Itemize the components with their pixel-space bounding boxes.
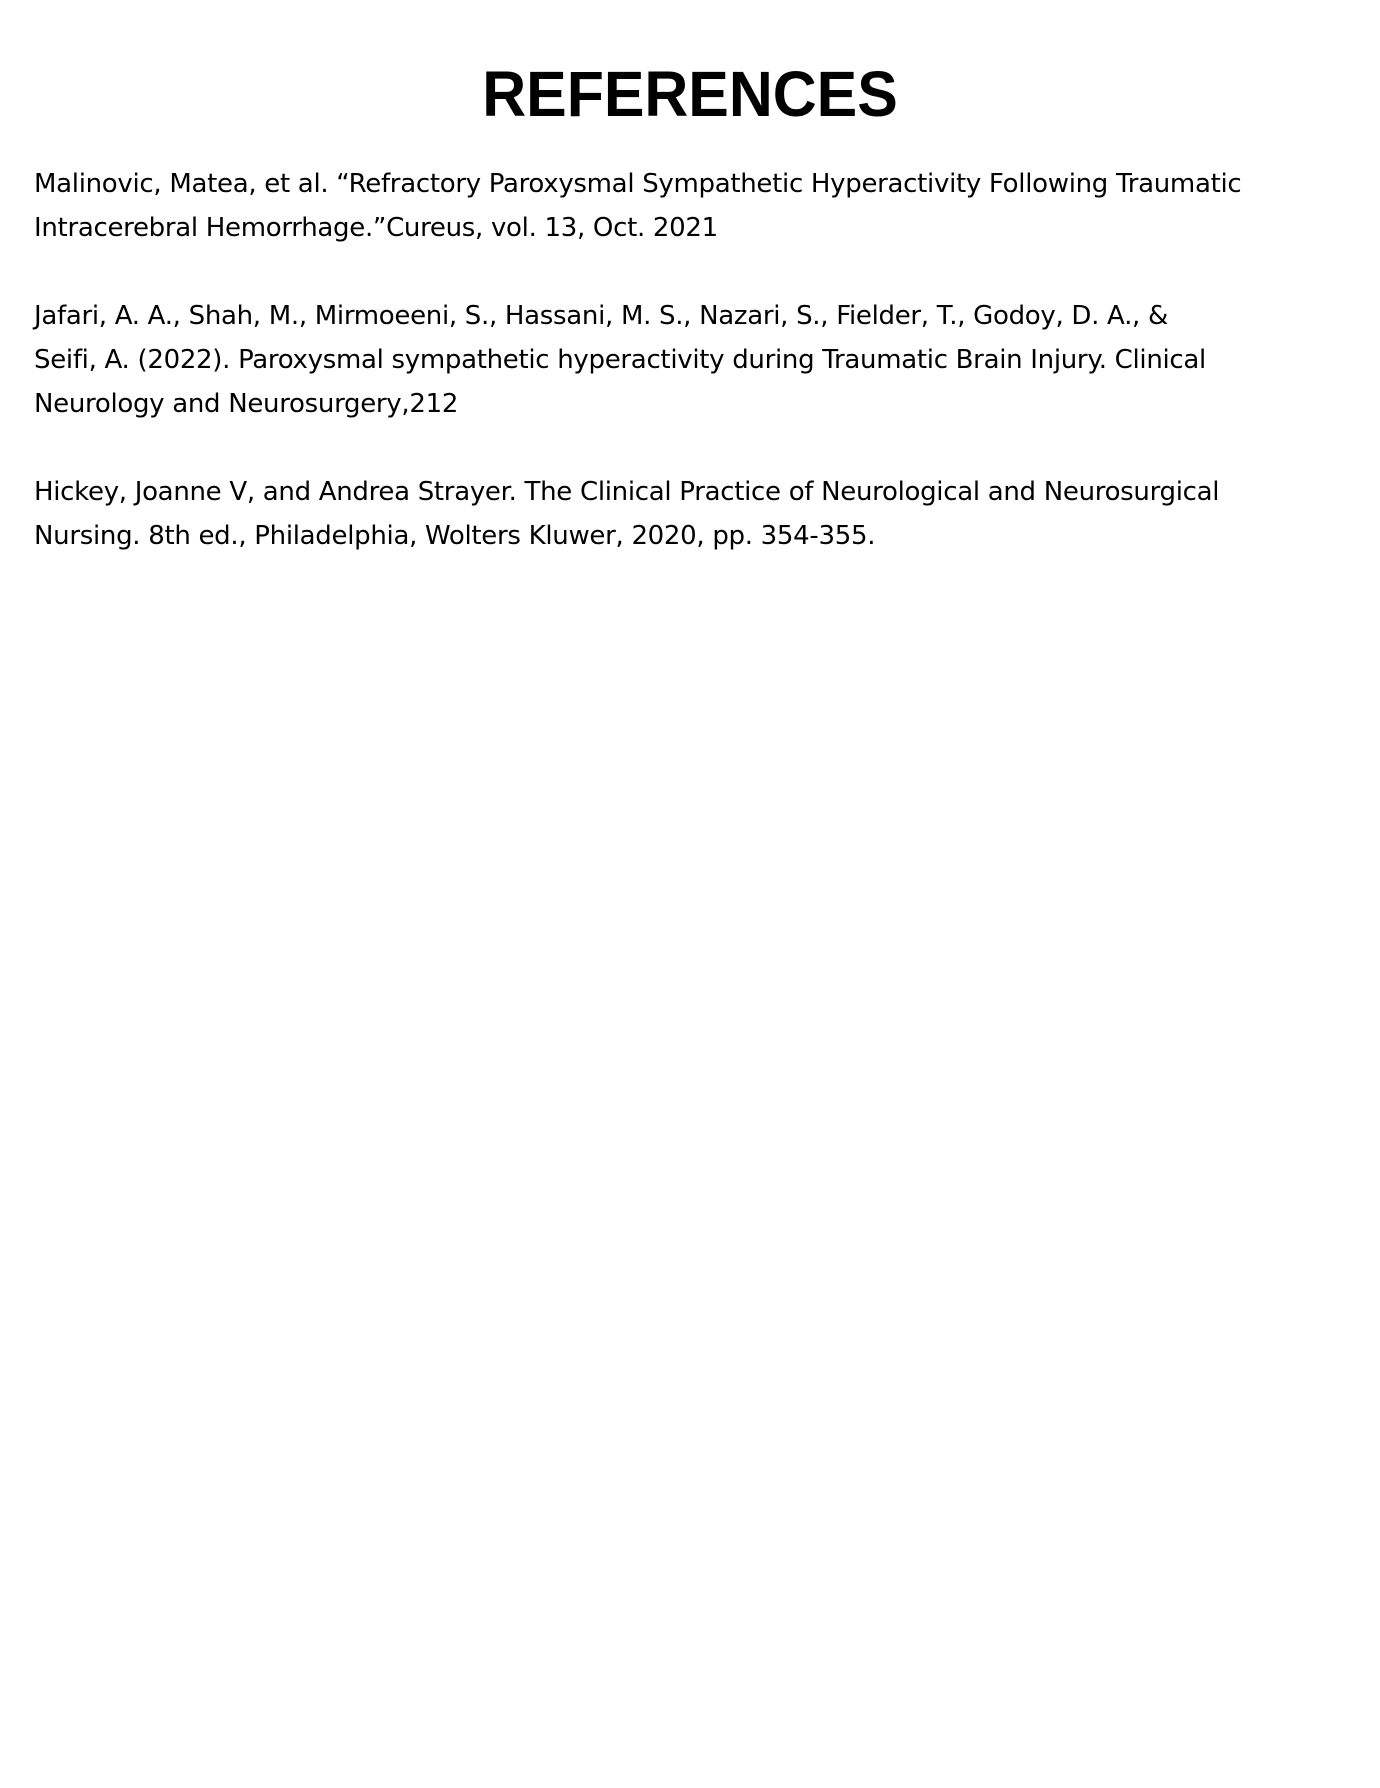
reference-item	[34, 294, 1354, 426]
reference-item	[34, 162, 1354, 250]
reference-list	[34, 162, 1354, 602]
reference-line: Nursing. 8th ed., Philadelphia, Wolters Kluwer, 2020, pp. 354-355.	[34, 521, 876, 551]
reference-line: Jafari, A. A., Shah, M., Mirmoeeni, S., Hassani, M. S., Nazari, S., Fielder, T., Godoy, D. A., &	[34, 301, 1168, 331]
reference-line: Malinovic, Matea, et al. “Refractory Paroxysmal Sympathetic Hyperactivity Following Traumatic	[34, 169, 1242, 199]
reference-line: Hickey, Joanne V, and Andrea Strayer. The Clinical Practice of Neurological and Neurosurgical	[34, 477, 1220, 507]
reference-item	[34, 470, 1354, 558]
reference-line: Intracerebral Hemorrhage.”Cureus, vol. 13, Oct. 2021	[34, 213, 718, 243]
reference-line: Seifi, A. (2022). Paroxysmal sympathetic hyperactivity during Traumatic Brain Injury. Clinical	[34, 345, 1206, 375]
reference-line: Neurology and Neurosurgery,212	[34, 389, 459, 419]
page-title: REFERENCES	[482, 58, 898, 130]
